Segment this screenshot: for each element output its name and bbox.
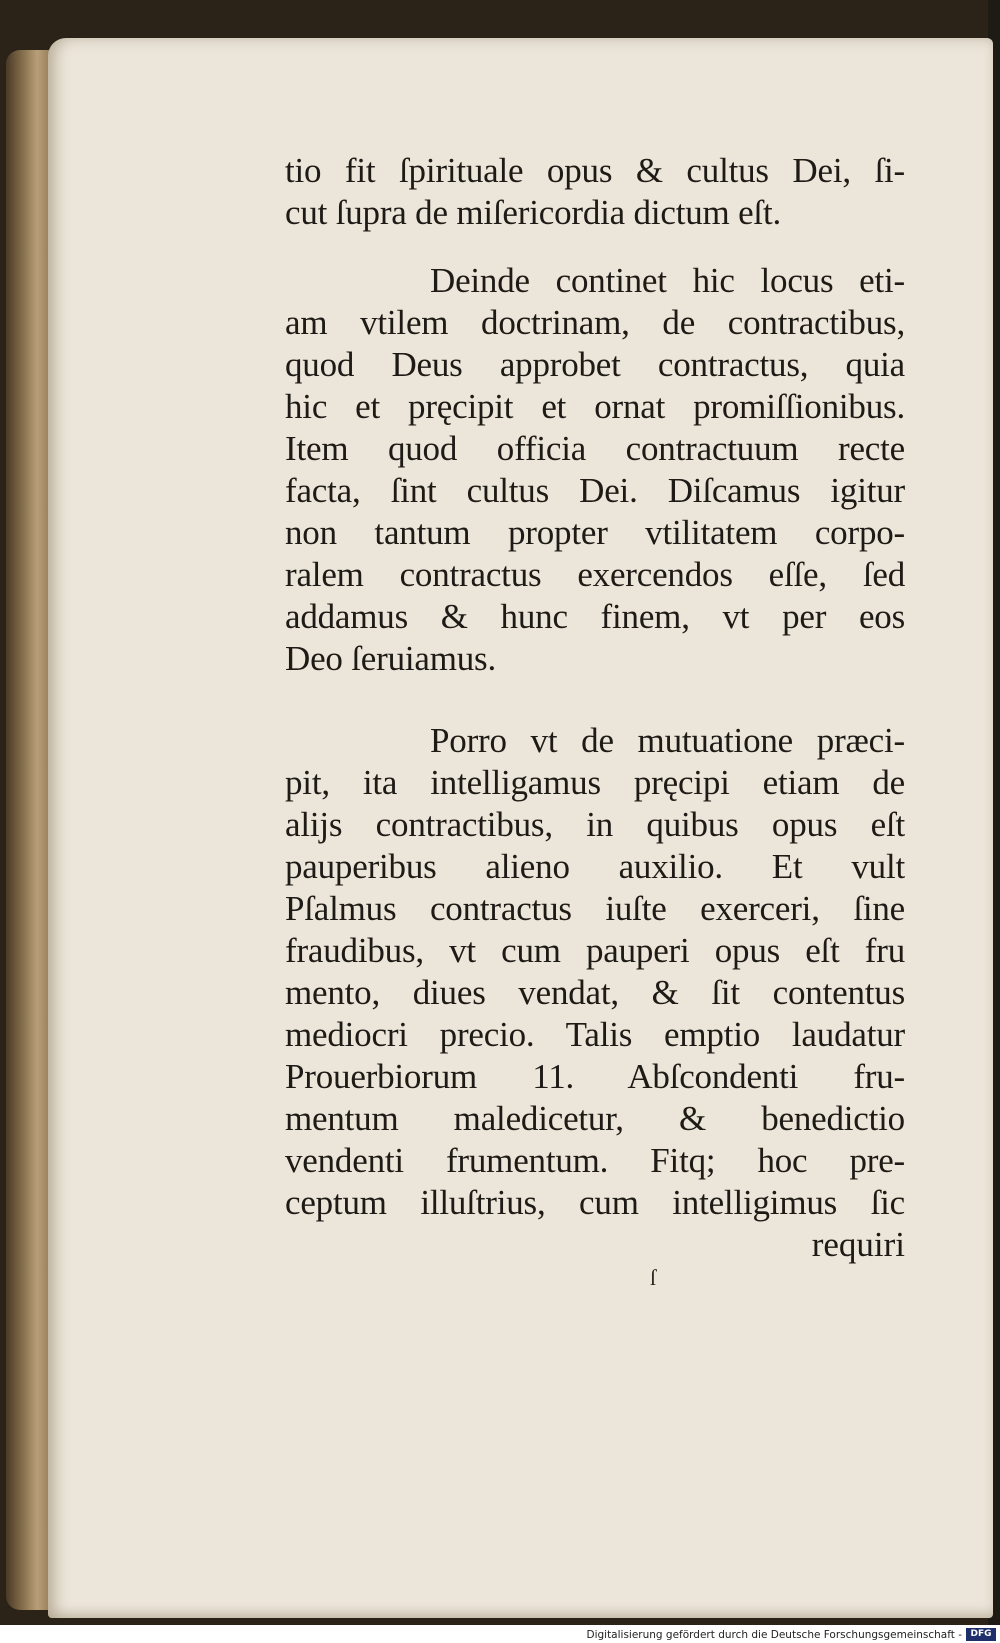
text-line: addamus & hunc finem, vt per eos [285,597,905,636]
text-line: non tantum propter vtilitatem corpo- [285,513,905,552]
page-text [285,150,905,1266]
text-line: Deo ſeruiamus. [285,639,497,678]
text-line: Porro vt de mutuatione præci- [430,721,905,760]
text-line: ralem contractus exercendos eſſe, ſed [285,555,905,594]
dfg-logo: DFG [966,1628,996,1641]
digitization-footer [0,1625,1000,1643]
text-line: mentum maledicetur, & benedictio [285,1099,905,1138]
paragraph-3 [285,720,905,1266]
text-line: tio fit ſpirituale opus & cultus Dei, ſi- [285,151,905,190]
text-line: quod Deus approbet contractus, quia [285,345,905,384]
text-line: ceptum illuſtrius, cum intelligimus ſic [285,1183,905,1222]
funding-credit: Digitalisierung gefördert durch die Deutsche Forschungsgemeinschaft - [586,1629,962,1641]
text-line: vendenti frumentum. Fitq; hoc pre- [285,1141,905,1180]
text-line: cut ſupra de miſericordia dictum eſt. [285,193,782,232]
text-line: hic et pręcipit et ornat promiſſionibus. [285,387,905,426]
text-line: mento, diues vendat, & ſit contentus [285,973,905,1012]
paragraph-1 [285,150,905,234]
catchword: requiri [811,1225,905,1264]
paragraph-2 [285,260,905,680]
text-line: alijs contractibus, in quibus opus eſt [285,805,905,844]
text-line: mediocri precio. Talis emptio laudatur [285,1015,905,1054]
text-line: Item quod officia contractuum recte [285,429,905,468]
text-line: Deinde continet hic locus eti- [430,261,905,300]
text-line: pauperibus alieno auxilio. Et vult [285,847,905,886]
text-line: pit, ita intelligamus pręcipi etiam de [285,763,905,802]
signature-mark: ſ [650,1265,657,1290]
text-line: facta, ſint cultus Dei. Diſcamus igitur [285,471,905,510]
text-line: Prouerbiorum 11. Abſcondenti fru- [285,1057,905,1096]
text-line: Pſalmus contractus iuſte exerceri, ſine [285,889,905,928]
text-line: fraudibus, vt cum pauperi opus eſt fru [285,931,905,970]
text-line: am vtilem doctrinam, de contractibus, [285,303,905,342]
